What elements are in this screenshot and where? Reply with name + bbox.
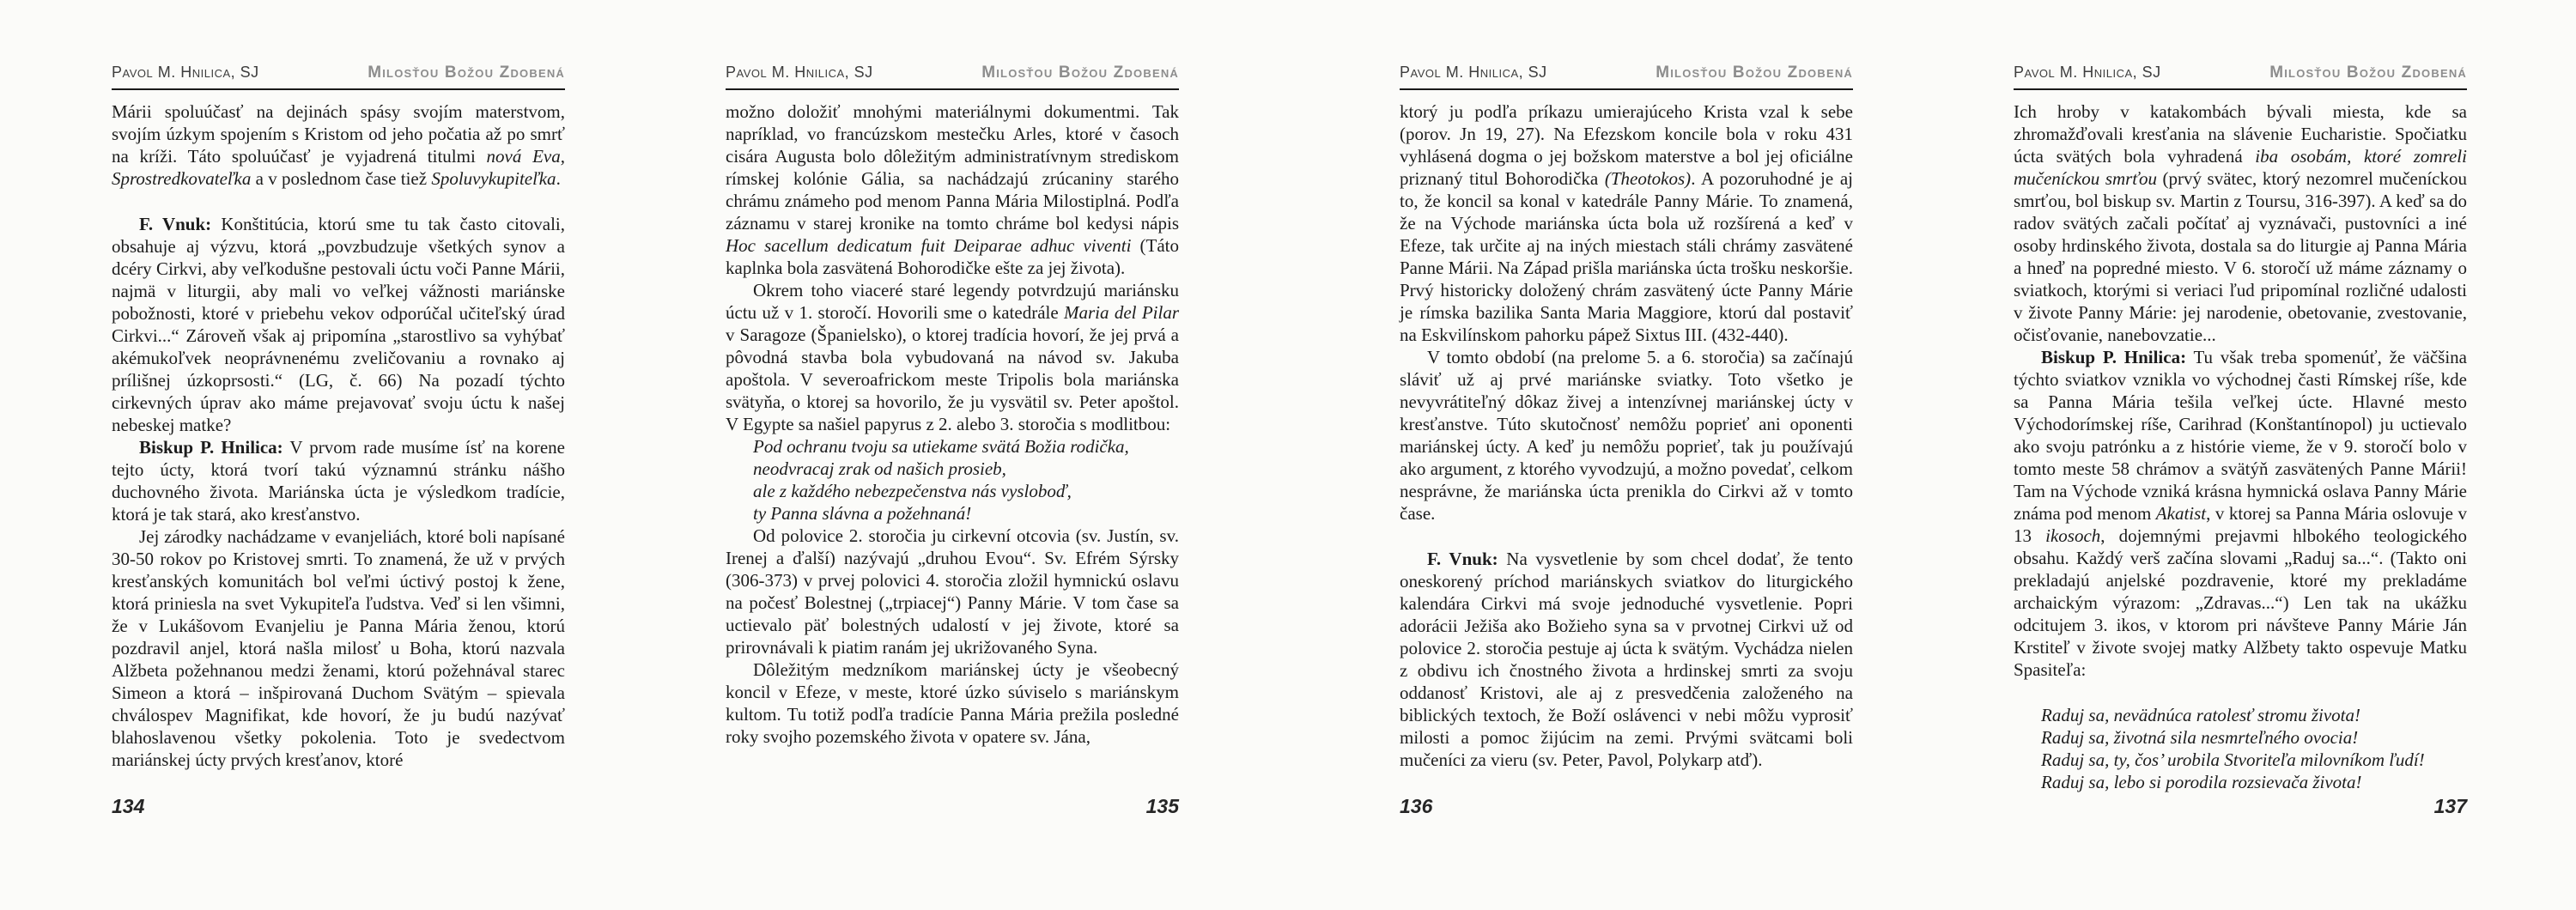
body-text-segment: , v ktorej sa Panna Mária oslovuje v 13 <box>2014 503 2467 546</box>
page-number: 136 <box>1400 795 1433 817</box>
verse-line <box>2041 771 2467 793</box>
emphasized-text: Hoc sacellum dedicatum fuit Deiparae adhuc viventi <box>726 235 1132 256</box>
body-text-segment: Ich hroby v katakombách bývali miesta, kde sa zhromažďovali kresťania na slávenie Eucharistie. Spočiatku úcta svätých bola vyhradená <box>2014 101 2467 167</box>
body-text-segment: Okrem toho viaceré staré legendy potvrdzujú mariánsku úctu už v 1. storočí. Hovorili sme o katedrále <box>726 280 1179 323</box>
verse-line <box>2041 704 2467 726</box>
page-body <box>2014 100 2467 793</box>
paragraph <box>112 100 565 190</box>
running-header-title: Milosťou Božou Zdobená <box>2269 64 2467 82</box>
emphasized-text: Akatist <box>2155 503 2207 524</box>
body-text-segment: (Táto kaplnka bola zasvätená Bohorodičke ešte za jej života). <box>726 235 1179 278</box>
emphasized-text: Spoluvykupiteľka <box>431 168 556 189</box>
emphasized-text: Maria del Pilar <box>1064 302 1179 323</box>
paragraph <box>2014 346 2467 681</box>
speaker-label: Biskup P. Hnilica: <box>2041 347 2187 367</box>
body-text-segment: . A pozoruhodné je aj to, že koncil sa konal v katedrále Panny Márie. To znamená, že na Východe mariánska úcta bola už rozšírená a keď v Efeze, tak určite aj na iných miestach stáli chrámy zasvätené Panne Márii. Na Západ prišla mariánska úcta trošku neskoršie. Prvý historicky doložený chrám zasvätený úcte Panny Márie je rímska bazilika Santa Maria Maggiore, ktorú dal postaviť na Eskvilínskom pahorku pápež Sixtus III. (432-440). <box>1400 168 1853 345</box>
page-136 <box>1288 0 1932 910</box>
body-text-segment: ktorý ju podľa príkazu umierajúceho Krista vzal k sebe (porov. Jn 19, 27). Na Efezskom koncile bola v roku 431 vyhlásená dogma o jej božskom materstve a bol jej oficiálne priznaný titul Bohorodička <box>1400 101 1853 189</box>
paragraph <box>726 100 1179 279</box>
paragraph-gap <box>1400 525 1853 548</box>
verse-line <box>2041 726 2467 749</box>
emphasized-text: ikosoch <box>2045 525 2101 546</box>
verse-line <box>2041 749 2467 771</box>
emphasized-text: ty Panna slávna a požehnaná! <box>753 503 972 524</box>
page-number: 134 <box>112 795 145 817</box>
emphasized-text: (Theotokos) <box>1604 168 1692 189</box>
body-text-segment: Konštitúcia, ktorú sme tu tak často citovali, obsahuje aj výzvu, ktorá „povzbudzuje všetkých synov a dcéry Cirkvi, aby veľkodušne pestovali úctu voči Panne Márii, najmä v liturgii, aby mali vo veľkej vážnosti mariánske pobožnosti, ktoré v priebehu vekov odporúčal učiteľský úrad Cirkvi...“ Zároveň však aj pripomína „starostlivo sa vyhýbať akémukoľvek neoprávnenému zveličovaniu a rovnako aj prílišnej úzkoprsosti.“ (LG, č. 66) Na pozadí týchto cirkevných úprav ako máme prejavovať svoju úctu k našej nebeskej matke? <box>112 214 566 435</box>
paragraph <box>726 525 1179 658</box>
emphasized-text: nová Eva, Sprostredkovateľka <box>112 146 565 189</box>
paragraph-gap <box>2014 681 2467 704</box>
verse-line <box>753 502 1179 525</box>
speaker-label: F. Vnuk: <box>139 214 212 234</box>
paragraph <box>1400 548 1853 771</box>
body-text-segment: možno doložiť mnohými materiálnymi dokumentmi. Tak napríklad, vo francúzskom mestečku Arles, ktoré v časoch cisára Augusta bolo dôležitým administratívnym strediskom rímskej kolónie Gália, sa nachádzajú zrúcaniny starého chrámu známeho pod menom Panna Mária Milostiplná. Podľa záznamu v starej kronike na tomto chráme bol kedysi nápis <box>726 101 1179 234</box>
paragraph-gap <box>112 190 565 213</box>
page-body <box>1400 100 1853 771</box>
emphasized-text: Raduj sa, lebo si porodila rozsievača života! <box>2041 772 2362 792</box>
running-header-author: Pavol M. Hnilica, SJ <box>726 64 873 81</box>
paragraph <box>726 279 1179 435</box>
running-header-title: Milosťou Božou Zdobená <box>981 64 1179 82</box>
emphasized-text: neodvracaj zrak od našich prosieb, <box>753 458 1006 479</box>
body-text-segment: a v poslednom čase tiež <box>251 168 432 189</box>
body-text-segment: Od polovice 2. storočia ju cirkevní otcovia (sv. Justín, sv. Irenej a ďalší) nazývajú „druhou Evou“. Sv. Efrém Sýrsky (306-373) v prvej polovici 4. storočia zložil hymnickú oslavu na počesť Bolestnej („trpiacej“) Panny Márie. V tom čase sa uctievalo päť bolestných udalostí v jej živote, ktoré sa prirovnávali k piatim ranám jej ukrižovaného Syna. <box>726 525 1179 658</box>
body-text-segment: V prvom rade musíme ísť na korene tejto úcty, ktorá tvorí takú významnú stránku nášho duchovného života. Mariánska úcta je výsledkom tradície, ktorá je tak stará, ako kresťanstvo. <box>112 437 565 525</box>
page-body <box>112 100 565 771</box>
running-header <box>1400 64 1853 82</box>
body-text-segment: V tomto období (na prelome 5. a 6. storočia) sa začínajú sláviť už aj prvé mariánske sviatky. Toto všetko je nevyvrátiteľný dôkaz živej a intenzívnej mariánskej úcty v kresťanstve. Túto skutočnosť nemôžu poprieť ani oponenti mariánskej úcty. A keď ju nemôžu poprieť, tak ju používajú ako argument, z ktorého vyvodzujú, a možno povedať, celkom nesprávne, že mariánska úcta prenikla do Cirkvi až v tomto čase. <box>1400 347 1853 524</box>
emphasized-text: Raduj sa, ty, čos’ urobila Stvoriteľa milovníkom ľudí! <box>2041 749 2425 770</box>
page-135 <box>644 0 1288 910</box>
running-header-author: Pavol M. Hnilica, SJ <box>1400 64 1547 81</box>
verse-line <box>753 435 1179 458</box>
emphasized-text: Raduj sa, nevädnúca ratolesť stromu života! <box>2041 705 2360 725</box>
running-header-author: Pavol M. Hnilica, SJ <box>112 64 259 81</box>
running-header-title: Milosťou Božou Zdobená <box>1656 64 1853 82</box>
header-rule <box>2014 88 2467 90</box>
body-text-segment: v Saragoze (Španielsko), o ktorej tradícia hovorí, že jej prvá a pôvodná stavba bola vybudovaná na návod sv. Jakuba apoštola. V severoafrickom meste Tripolis bola mariánska svätyňa, o ktorej sa hovorilo, že ju vysvätil sv. Peter apoštol. V Egypte sa našiel papyrus z 2. alebo 3. storočia s modlitbou: <box>726 325 1179 434</box>
emphasized-text: ale z každého nebezpečenstva nás vysloboď, <box>753 481 1072 501</box>
speaker-label: Biskup P. Hnilica: <box>139 437 283 458</box>
verse-line <box>753 458 1179 480</box>
page-134 <box>0 0 644 910</box>
paragraph <box>726 658 1179 748</box>
running-header-author: Pavol M. Hnilica, SJ <box>2014 64 2161 81</box>
body-text-segment: Márii spoluúčasť na dejinách spásy svojím materstvom, svojím úzkym spojením s Kristom od jeho počatia až po smrť na kríži. Táto spoluúčasť je vyjadrená titulmi <box>112 101 565 167</box>
header-rule <box>112 88 565 90</box>
header-rule <box>726 88 1179 90</box>
emphasized-text: iba osobám, ktoré zomreli mučeníckou smrťou <box>2014 146 2467 189</box>
paragraph <box>1400 346 1853 525</box>
paragraph <box>112 213 565 436</box>
running-header-title: Milosťou Božou Zdobená <box>368 64 565 82</box>
body-text-segment: Na vysvetlenie by som chcel dodať, že tento oneskorený príchod mariánskych sviatkov do liturgického kalendára Cirkvi má svoje jednoduché vysvetlenie. Popri adorácii Ježiša ako Božieho syna sa v prvotnej Cirkvi už od polovice 2. storočia pestuje aj úcta k svätým. Vychádza nielen z obdivu ich čnostného života a hrdinskej smrti za svoju oddanosť Kristovi, ale aj z presvedčenia založeného na biblických textoch, že Boží oslávenci v nebi môžu vyprosiť milosti a pomoc žijúcim na zemi. Prvými svätcami boli mučeníci za vieru (sv. Peter, Pavol, Polykarp atď). <box>1400 549 1853 770</box>
page-number: 135 <box>1145 795 1179 817</box>
body-text-segment: Tu však treba spomenúť, že väčšina týchto sviatkov vznikla vo východnej časti Rímskej ríše, kde sa Panna Mária tešila veľkej úcte. Hlavné mesto Východorímskej ríše, Carihrad (Konštantínopol) ju uctievalo ako svoju patrónku a z histórie vieme, že v 9. storočí bolo v tomto meste 58 chrámov a svätýň zasvätených Panne Márii! Tam na Východe vzniká krásna hymnická oslava Panny Márie známa pod menom <box>2014 347 2467 524</box>
page-number: 137 <box>2433 795 2467 817</box>
page-137 <box>1932 0 2576 910</box>
verse-line <box>753 480 1179 502</box>
page-body <box>726 100 1179 748</box>
body-text-segment: Dôležitým medzníkom mariánskej úcty je všeobecný koncil v Efeze, v meste, ktoré úzko súviselo s mariánskym kultom. Tu totiž podľa tradície Panna Mária prežila posledné roky svojho pozemského života v opatere sv. Jána, <box>726 659 1179 747</box>
body-text-segment: , dojemnými prejavmi hlbokého teologického obsahu. Každý verš začína slovami „Raduj sa...“. (Takto oni prekladajú anjelské pozdravenie, ktoré my prekladáme archaickým výrazom: „Zdravas...“) Len tak na ukážku odcitujem 3. ikos, v ktorom pri návšteve Panny Márie Ján Krstiteľ v živote svojej matky Alžbety takto ospevuje Matku Spasiteľa: <box>2014 525 2468 680</box>
emphasized-text: Pod ochranu tvoju sa utiekame svätá Božia rodička, <box>753 436 1129 457</box>
body-text-segment: (prvý svätec, ktorý nezomrel mučeníckou smrťou, bol biskup sv. Martin z Toursu, 316-397). A keď sa do radov svätých začali počítať aj vyznávači, pustovníci a iné osoby hrdinského života, dostala sa do liturgie aj Panna Mária a hneď na popredné miesto. V 6. storočí už máme záznamy o sviatkoch, ktorými si veriaci ľud pripomínal rozličné udalosti v živote Panny Márie: jej narodenie, obetovanie, zvestovanie, očisťovanie, nanebovzatie... <box>2014 168 2467 345</box>
header-rule <box>1400 88 1853 90</box>
emphasized-text: Raduj sa, životná sila nesmrteľného ovocia! <box>2041 727 2359 748</box>
body-text-segment: . <box>556 168 561 189</box>
speaker-label: F. Vnuk: <box>1427 549 1498 569</box>
paragraph <box>112 525 565 771</box>
running-header <box>112 64 565 82</box>
body-text-segment: Jej zárodky nachádzame v evanjeliách, ktoré boli napísané 30-50 rokov po Kristovej smrti. To znamená, že už v prvých kresťanských komunitách bol veľmi úctivý postoj k žene, ktorá priniesla na svet Vykupiteľa ľudstva. Veď si len všimni, že v Lukášovom Evanjeliu je Panna Mária ženou, ktorú pozdravil anjel, ktorá našla milosť u Boha, ktorú nazvala Alžbeta požehnanou medzi ženami, ktorú požehnával starec Simeon a ktorá – inšpirovaná Duchom Svätým – spievala chválospev Magnifikat, kde hovorí, že ju budú nazývať blahoslavenou všetky pokolenia. Toto je svedectvom mariánskej úcty prvých kresťanov, ktoré <box>112 526 565 770</box>
paragraph <box>112 436 565 525</box>
running-header <box>726 64 1179 82</box>
running-header <box>2014 64 2467 82</box>
paragraph <box>1400 100 1853 346</box>
paragraph <box>2014 100 2467 346</box>
